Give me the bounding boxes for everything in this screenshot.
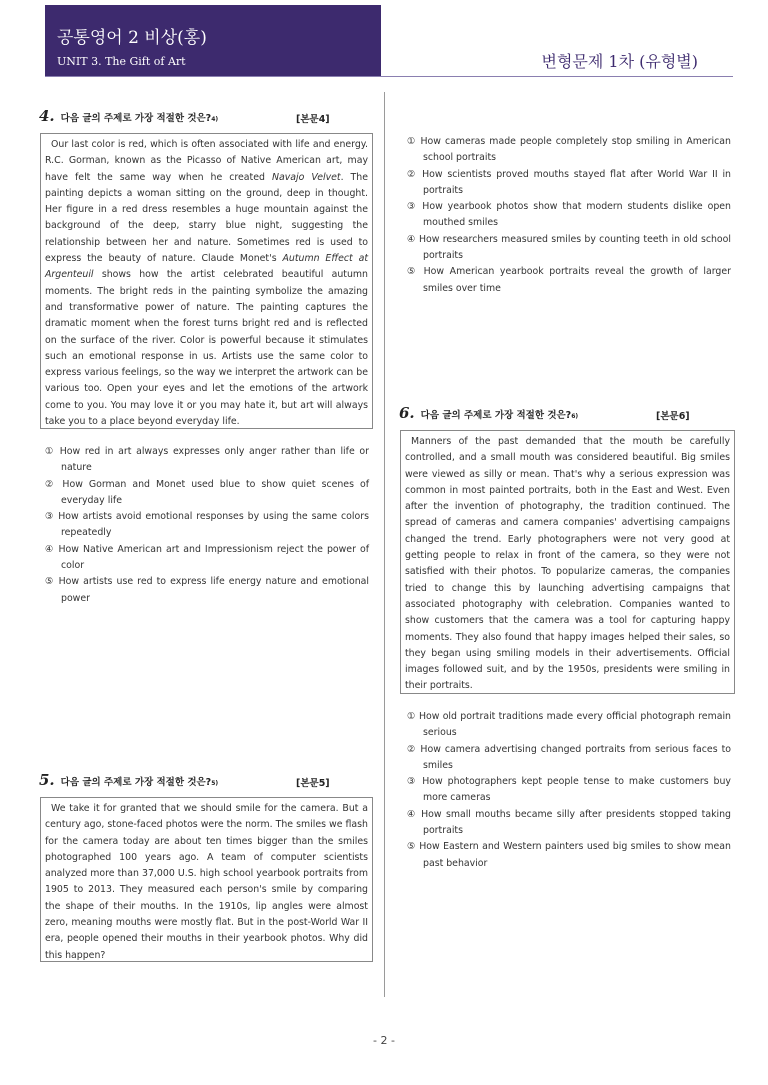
q6-option-1[interactable]: ① How old portrait traditions made every official photograph remain serious	[407, 711, 731, 739]
q5-number: 5.	[39, 771, 55, 789]
q4-artwork-title-1: Navajo Velvet	[271, 171, 341, 183]
q5-option-1[interactable]: ① How cameras made people completely stop smiling in American school portraits	[407, 136, 731, 164]
q6-footnote: 6)	[571, 413, 579, 420]
q4-heading	[39, 107, 218, 125]
q4-reference: [본문4]	[296, 114, 330, 125]
q4-artwork-title-2: Autumn Effect at Argenteuil	[45, 253, 368, 281]
q6-option-4[interactable]: ④ How small mouths became silly after presidents stopped taking portraits	[407, 808, 731, 837]
q5-passage	[40, 797, 373, 962]
page-number: - 2 -	[373, 1034, 395, 1047]
q4-option-4[interactable]: ④ How Native American art and Impressionism reject the power of color	[45, 543, 369, 572]
header-unit: UNIT 3. The Gift of Art	[57, 55, 186, 68]
column-divider	[384, 92, 385, 997]
q4-options	[45, 444, 369, 607]
q4-footnote: 4)	[211, 116, 219, 123]
q6-prompt: 다음 글의 주제로 가장 적절한 것은?	[420, 410, 572, 421]
q5-prompt: 다음 글의 주제로 가장 적절한 것은?	[60, 777, 212, 788]
q5-option-4[interactable]: ④ How researchers measured smiles by counting teeth in old school portraits	[407, 233, 731, 262]
header-title: 공통영어 2 비상(홍)	[57, 28, 207, 48]
q5-options	[407, 134, 731, 297]
q6-options	[407, 709, 731, 872]
q6-option-5[interactable]: ⑤ How Eastern and Western painters used big smiles to show mean past behavior	[407, 841, 731, 869]
q6-number: 6.	[399, 404, 415, 422]
q6-heading	[399, 404, 578, 422]
q4-number: 4.	[39, 107, 55, 125]
q5-footnote: 5)	[211, 780, 219, 787]
q5-option-5[interactable]: ⑤ How American yearbook portraits reveal the growth of larger smiles over time	[407, 266, 731, 294]
q6-reference: [본문6]	[656, 411, 690, 422]
q5-heading	[39, 771, 218, 789]
q4-passage	[40, 133, 373, 429]
q6-option-3[interactable]: ③ How photographers kept people tense to make customers buy more cameras	[407, 776, 731, 804]
q4-option-2[interactable]: ② How Gorman and Monet used blue to show quiet scenes of everyday life	[45, 478, 369, 506]
q6-option-2[interactable]: ② How camera advertising changed portraits from serious faces to smiles	[407, 743, 731, 771]
q4-option-5[interactable]: ⑤ How artists use red to express life energy nature and emotional power	[45, 576, 369, 604]
header-banner	[45, 5, 381, 77]
q4-passage-text: Our last color is red, which is often associated with life and energy. R.C. Gorman, known as the Picasso of Native American art, may have felt the same way when he created Navajo Velvet. The painting depicts a woman sitting on the ground, deep in thought. Her figure in a red dress resembles a huge mountain against the background of the deep, starry blue night, suggesting the relationship between her and nature. Sometimes red is used to express the beauty of nature. Claude Monet's Autumn Effect at Argenteuil shows how the artist celebrated beautiful autumn moments. The bright reds in the painting symbolize the amazing and transformative power of nature. The painting captures the dramatic moment when the forest turns bright red and is reflected on the surface of the river. Color is powerful because it stimulates such an emotional response in us. Artists use the same color to express various feelings, so the way we interpret the artwork can be various too. Open your eyes and let the emotions of the artwork come to you. You may love it or you may hate it, but art will always take you to a place beyond everyday life.	[45, 139, 368, 428]
q5-option-2[interactable]: ② How scientists proved mouths stayed flat after World War II in portraits	[407, 168, 731, 196]
q6-passage	[400, 430, 735, 694]
q4-option-1[interactable]: ① How red in art always expresses only anger rather than life or nature	[45, 446, 369, 474]
q5-reference: [본문5]	[296, 778, 330, 789]
q4-option-3[interactable]: ③ How artists avoid emotional responses by using the same colors repeatedly	[45, 511, 369, 539]
q5-option-3[interactable]: ③ How yearbook photos show that modern students dislike open mouthed smiles	[407, 201, 731, 229]
q6-passage-text: Manners of the past demanded that the mouth be carefully controlled, and a small mouth was considered beautiful. Big smiles were viewed as silly or mean. That's why a serious expression was common in most painted portraits, both in the East and West. Even after the invention of photography, the tradition continued. The spread of cameras and camera companies' advertising campaigns changed the trend. Early photographers were not very good at getting people to relax in front of the camera, so they were not satisfied with their photos. To popularize cameras, the companies tried to change this by launching advertising campaigns that associated photography with celebration. Companies wanted to show customers that the camera was a tool for capturing happy moments. They also found that happy images helped their sales, so they began using smiling models in their advertisements. Official images followed suit, and by the 1950s, presidents were smiling in their portraits.	[405, 436, 730, 692]
q4-prompt: 다음 글의 주제로 가장 적절한 것은?	[60, 113, 212, 124]
header-rule	[45, 76, 733, 77]
q5-passage-text: We take it for granted that we should smile for the camera. But a century ago, stone-faced photos were the norm. The smiles we flash for the camera today are about ten times bigger than the smiles photographed 100 years ago. A team of computer scientists analyzed more than 37,000 U.S. high school yearbook portraits from 1905 to 2013. They measured each person's smile by comparing the shape of their mouths. In the 1910s, lip angles were almost zero, meaning mouths were mostly flat. But in the post-World War II era, people opened their mouths in their yearbook photos. Why did this happen?	[45, 803, 368, 961]
exam-title: 변형문제 1차 (유형별)	[541, 52, 698, 71]
